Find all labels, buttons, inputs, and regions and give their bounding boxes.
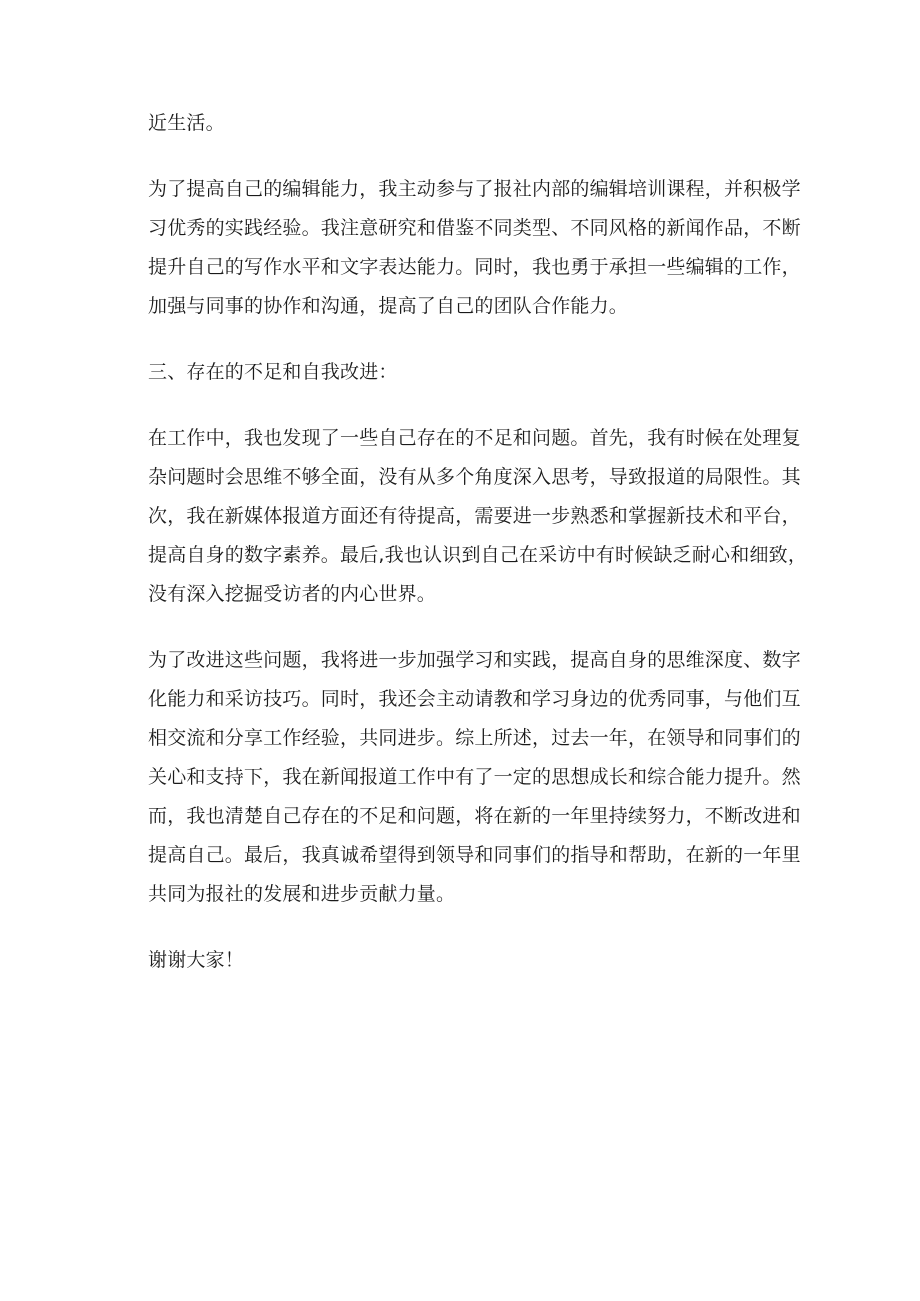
text-line: 提升自己的写作水平和文字表达能力。同时，我也勇于承担一些编辑的工作， bbox=[148, 256, 801, 278]
text-line: 提高自身的数字素养。最后,我也认识到自己在采访中有时候缺乏耐心和细致， bbox=[148, 544, 808, 566]
text-line: 相交流和分享工作经验，共同进步。综上所述，过去一年，在领导和同事们的 bbox=[148, 727, 801, 749]
paragraph-shortcomings bbox=[148, 419, 808, 614]
text-line: 关心和支持下，我在新闻报道工作中有了一定的思想成长和综合能力提升。然 bbox=[148, 766, 801, 788]
text-line: 谢谢大家！ bbox=[148, 949, 245, 971]
text-line: 习优秀的实践经验。我注意研究和借鉴不同类型、不同风格的新闻作品，不断 bbox=[148, 217, 801, 239]
text-line: 在工作中，我也发现了一些自己存在的不足和问题。首先，我有时候在处理复 bbox=[148, 427, 801, 449]
heading-text: 三、存在的不足和自我改进： bbox=[148, 361, 398, 383]
paragraph-editing-skills bbox=[148, 170, 801, 326]
text-line: 加强与同事的协作和沟通，提高了自己的团队合作能力。 bbox=[148, 295, 629, 317]
text-line: 而，我也清楚自己存在的不足和问题，将在新的一年里持续努力，不断改进和 bbox=[148, 805, 801, 827]
text-line: 近生活。 bbox=[148, 112, 225, 134]
closing-line bbox=[148, 941, 798, 980]
document-body bbox=[148, 104, 808, 980]
text-line: 化能力和采访技巧。同时，我还会主动请教和学习身边的优秀同事，与他们互 bbox=[148, 688, 801, 710]
text-line: 提高自己。最后，我真诚希望得到领导和同事们的指导和帮助，在新的一年里 bbox=[148, 844, 801, 866]
text-line: 没有深入挖掘受访者的内心世界。 bbox=[148, 583, 437, 605]
paragraph-continuation bbox=[148, 104, 798, 143]
text-line: 为了提高自己的编辑能力，我主动参与了报社内部的编辑培训课程，并积极学 bbox=[148, 178, 801, 200]
text-line: 为了改进这些问题，我将进一步加强学习和实践，提高自身的思维深度、数字 bbox=[148, 649, 801, 671]
text-line: 共同为报社的发展和进步贡献力量。 bbox=[148, 883, 456, 905]
section-heading bbox=[148, 353, 798, 392]
paragraph-improvement bbox=[148, 641, 801, 914]
text-line: 杂问题时会思维不够全面，没有从多个角度深入思考，导致报道的局限性。其 bbox=[148, 466, 801, 488]
text-line: 次，我在新媒体报道方面还有待提高，需要进一步熟悉和掌握新技术和平台， bbox=[148, 505, 801, 527]
